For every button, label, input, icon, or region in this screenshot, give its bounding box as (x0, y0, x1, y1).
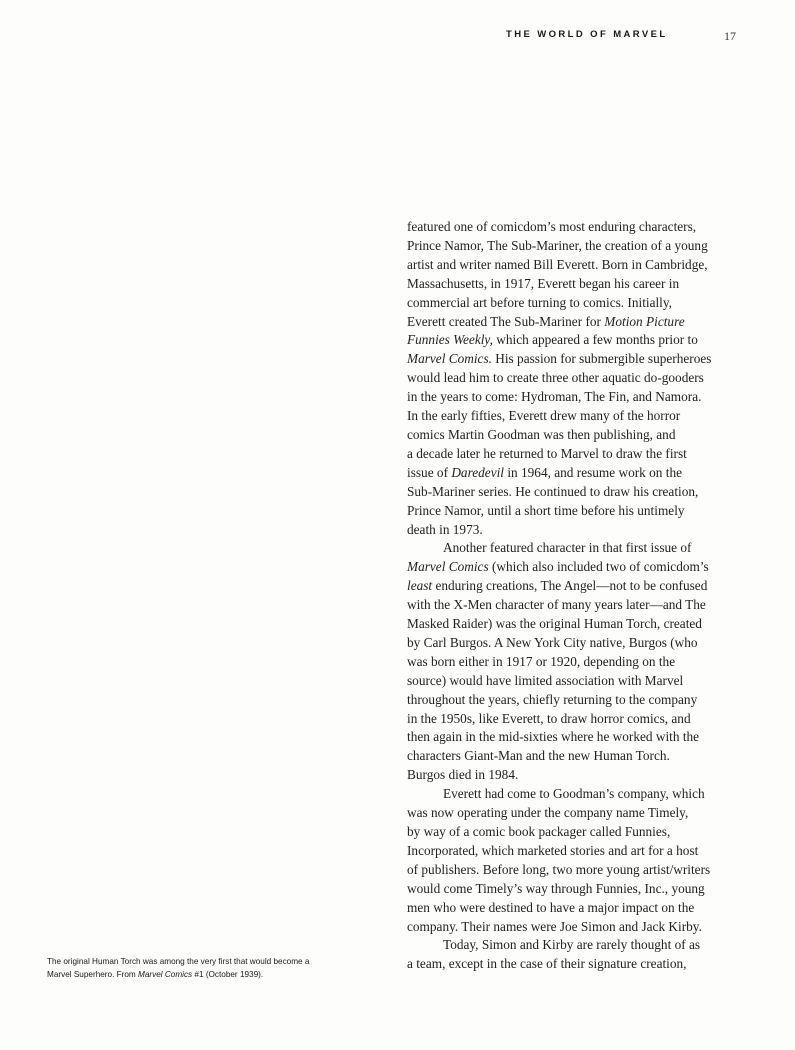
book-title-italic: Marvel Comics. (407, 351, 492, 367)
text-line: by way of a comic book packager called Funnies, (407, 824, 671, 839)
text-line: Prince Namor, The Sub-Mariner, the creation of a young (407, 237, 708, 253)
text-line (407, 350, 742, 369)
text-line: Everett had come to Goodman’s company, which (443, 786, 705, 802)
text-line: characters Giant-Man and the new Human Torch. (407, 748, 670, 764)
text-line: then again in the mid-sixties where he worked with the (407, 729, 700, 745)
book-title-italic: Daredevil (451, 464, 505, 480)
running-head: THE WORLD OF MARVEL (506, 29, 668, 40)
text-line: by Carl Burgos. A New York City native, Burgos (who (407, 634, 698, 650)
text-line (407, 558, 742, 577)
text-line: was born either in 1917 or 1920, depending on the (407, 653, 676, 669)
paragraph-3 (407, 785, 742, 936)
text-run: (which also included two of comicdom’s (488, 559, 709, 575)
book-title-italic: Funnies Weekly, (407, 332, 493, 348)
text-line: was now operating under the company name Timely, (407, 805, 689, 821)
text-run: Everett created The Sub-Mariner for (407, 313, 605, 329)
text-line: Masked Raider) was the original Human Torch, created (407, 616, 702, 632)
text-line: a team, except in the case of their signature creation, (407, 956, 687, 972)
caption-line (47, 968, 377, 981)
text-line: comics Martin Goodman was then publishing, and (407, 426, 676, 442)
text-line: men who were destined to have a major impact on the (407, 899, 695, 915)
text-line: company. Their names were Joe Simon and Jack Kirby. (407, 918, 702, 934)
text-line: in the 1950s, like Everett, to draw horror comics, and (407, 710, 691, 726)
text-run: issue of (407, 464, 452, 480)
caption-title-italic: Marvel Comics (138, 970, 193, 979)
text-line (407, 577, 742, 596)
text-run: in 1964, and resume work on the (504, 464, 683, 480)
text-line: in the years to come: Hydroman, The Fin, and Namora. (407, 389, 702, 405)
text-line: Another featured character in that first issue of (443, 540, 692, 556)
book-title-italic: Motion Picture (604, 313, 685, 329)
paragraph-4 (407, 936, 742, 974)
text-line: In the early fifties, Everett drew many of the horror (407, 408, 681, 424)
text-line: Incorporated, which marketed stories and art for a host (407, 842, 699, 858)
paragraph-2 (407, 539, 742, 785)
text-line: Burgos died in 1984. (407, 767, 519, 783)
text-line: featured one of comicdom’s most enduring characters, (407, 219, 697, 234)
caption-text: Marvel Superhero. From (47, 970, 139, 979)
text-run: His passion for submergible superheroes (491, 351, 712, 367)
text-line: of publishers. Before long, two more young artist/writers (407, 861, 711, 877)
text-line: artist and writer named Bill Everett. Born in Cambridge, (407, 256, 708, 272)
paragraph-1 (407, 218, 742, 539)
text-line: throughout the years, chiefly returning to the company (407, 691, 698, 707)
caption-line: The original Human Torch was among the very first that would become a (47, 957, 310, 966)
text-line (407, 331, 742, 350)
text-line: Today, Simon and Kirby are rarely thought of as (443, 937, 701, 953)
emphasis-italic: least (407, 578, 433, 594)
text-line (407, 464, 742, 483)
text-line: would come Timely’s way through Funnies, Inc., young (407, 880, 705, 896)
body-text (407, 218, 742, 974)
page-number: 17 (724, 29, 736, 43)
figure-caption (47, 955, 377, 981)
text-line: Sub-Mariner series. He continued to draw his creation, (407, 483, 699, 499)
text-line: Prince Namor, until a short time before his untimely (407, 502, 685, 518)
text-run: which appeared a few months prior to (492, 332, 698, 348)
text-run: enduring creations, The Angel—not to be confused (432, 578, 708, 594)
text-line: would lead him to create three other aquatic do-gooders (407, 370, 704, 386)
text-line: commercial art before turning to comics. Initially, (407, 294, 672, 310)
text-line: source) would have limited association with Marvel (407, 672, 684, 688)
text-line (407, 313, 742, 332)
book-title-italic: Marvel Comics (407, 559, 489, 575)
text-line: with the X-Men character of many years later—and The (407, 597, 706, 613)
text-line: death in 1973. (407, 521, 483, 537)
text-line: Massachusetts, in 1917, Everett began his career in (407, 275, 680, 291)
caption-text: #1 (October 1939). (192, 970, 264, 979)
text-line: a decade later he returned to Marvel to draw the first (407, 445, 687, 461)
